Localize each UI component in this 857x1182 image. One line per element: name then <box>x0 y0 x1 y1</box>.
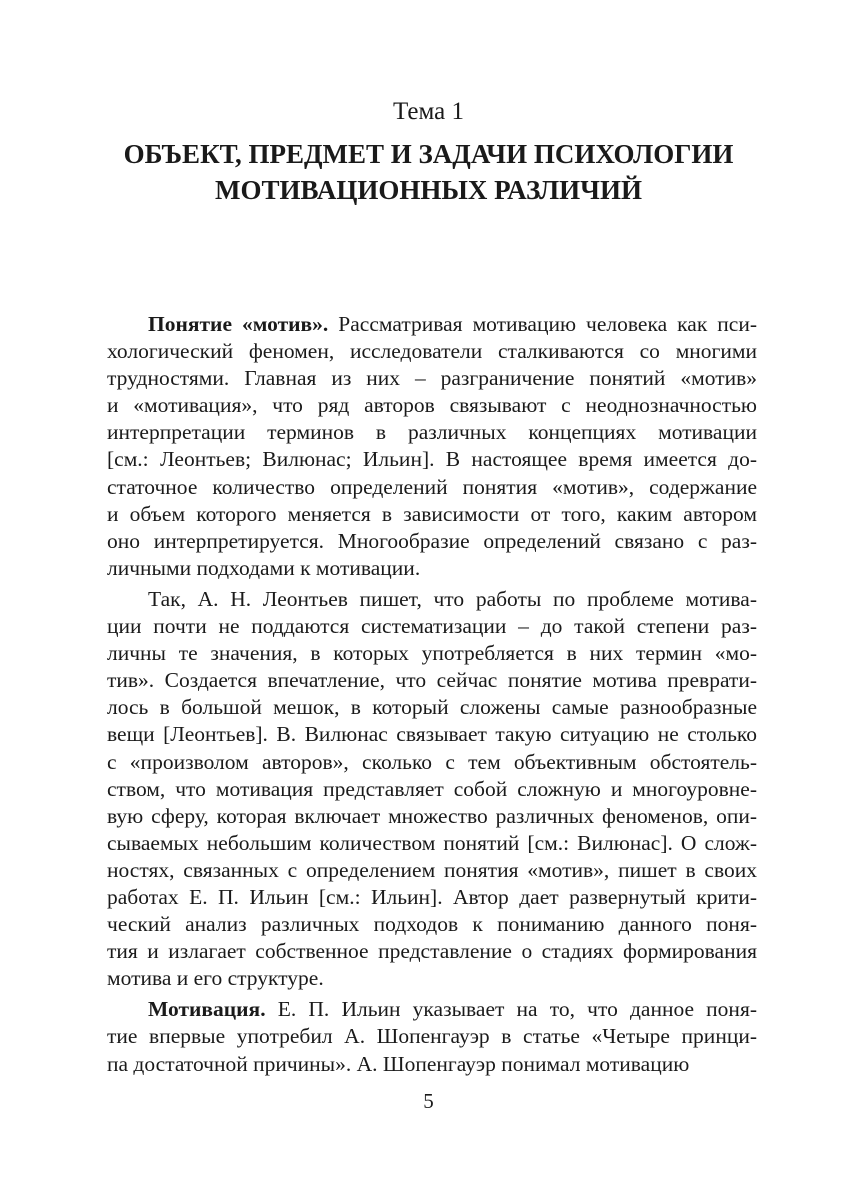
paragraph <box>107 586 757 992</box>
text-line-content: тия и излагает собственное представление о стадиях формирования <box>107 939 757 964</box>
text-line <box>107 419 757 446</box>
text-line <box>107 338 757 365</box>
text-line-content: с «произволом авторов», сколько с тем объективным обстоятель- <box>107 749 757 774</box>
text-line <box>107 501 757 528</box>
chapter-title <box>0 136 857 208</box>
text-line <box>107 528 757 555</box>
text-line-content: Так, А. Н. Леонтьев пишет, что работы по проблеме мотива- <box>148 586 757 611</box>
text-line <box>107 613 757 640</box>
text-line <box>107 803 757 830</box>
text-line <box>107 365 757 392</box>
text-line <box>107 1051 757 1078</box>
text-line-content: статочное количество определений понятия «мотив», содержание <box>107 474 757 499</box>
text-line-content: па достаточной причины». А. Шопенгауэр понимал мотивацию <box>107 1051 690 1076</box>
text-line-content: хологический феномен, исследователи сталкиваются со многими <box>107 339 757 364</box>
text-line-content: лось в большой мешок, в который сложены самые разнообразные <box>107 695 757 720</box>
text-line <box>107 694 757 721</box>
text-line-content: ностях, связанных с определением понятия «мотив», пишет в своих <box>107 857 757 882</box>
text-line <box>107 996 757 1023</box>
text-line <box>107 392 757 419</box>
text-line-content: вещи [Леонтьев]. В. Вилюнас связывает такую ситуацию не столько <box>107 722 757 747</box>
text-line-content: ством, что мотивация представляет собой сложную и многоуровне- <box>107 776 757 801</box>
chapter-title-line: ОБЪЕКТ, ПРЕДМЕТ И ЗАДАЧИ ПСИХОЛОГИИ <box>123 139 734 169</box>
text-line-content: сываемых небольшим количеством понятий [см.: Вилюнас]. О слож- <box>107 830 757 855</box>
text-line <box>107 965 757 992</box>
text-line-content: ческий анализ различных подходов к пониманию данного поня- <box>107 912 757 937</box>
text-line <box>107 1023 757 1050</box>
paragraph <box>107 996 757 1077</box>
text-line-content: личны те значения, в которых употребляется в них термин «мо- <box>107 641 757 666</box>
text-line-content: тив». Создается впечатление, что сейчас понятие мотива преврати- <box>107 668 757 693</box>
text-line <box>107 721 757 748</box>
topic-label: Тема 1 <box>393 98 464 125</box>
page-number: 5 <box>423 1089 434 1113</box>
text-line-content: [см.: Леонтьев; Вилюнас; Ильин]. В настоящее время имеется до- <box>107 447 757 472</box>
paragraph-lead: Понятие «мотив». <box>148 312 329 336</box>
text-line-content: тие впервые употребил А. Шопенгауэр в статье «Четыре принци- <box>107 1024 757 1049</box>
paragraph <box>107 311 757 582</box>
text-line <box>107 830 757 857</box>
text-line <box>107 776 757 803</box>
text-line <box>107 586 757 613</box>
text-line-content: личными подходами к мотивации. <box>107 555 421 580</box>
text-line <box>107 884 757 911</box>
text-line <box>107 311 757 338</box>
text-line <box>107 667 757 694</box>
text-line-content: мотива и его структуре. <box>107 966 324 991</box>
text-line <box>107 911 757 938</box>
text-line <box>107 640 757 667</box>
text-line <box>107 749 757 776</box>
text-line <box>107 857 757 884</box>
text-line <box>107 446 757 473</box>
text-line-content: оно интерпретируется. Многообразие определений связано с раз- <box>107 528 757 553</box>
text-line-content: интерпретации терминов в различных концепциях мотивации <box>107 420 757 445</box>
text-line-content: работах Е. П. Ильин [см.: Ильин]. Автор дает развернутый крити- <box>107 884 757 909</box>
body-text <box>107 311 757 1078</box>
text-line-content: и объем которого меняется в зависимости от того, каким автором <box>107 501 757 526</box>
text-line-content: ции почти не поддаются систематизации – до такой степени раз- <box>107 614 757 639</box>
paragraph-lead: Мотивация. <box>148 997 266 1022</box>
text-line <box>107 555 757 582</box>
chapter-title-line: МОТИВАЦИОННЫХ РАЗЛИЧИЙ <box>215 175 642 205</box>
text-line <box>107 474 757 501</box>
text-line-content: и «мотивация», что ряд авторов связывают с неоднозначностью <box>107 393 757 418</box>
text-line-content: Рассматривая мотивацию человека как пси- <box>328 312 758 336</box>
text-line <box>107 938 757 965</box>
text-line-content: вую сферу, которая включает множество различных феноменов, опи- <box>107 803 757 828</box>
text-line-content: Е. П. Ильин указывает на то, что данное поня- <box>265 997 757 1022</box>
text-line-content: трудностями. Главная из них – разграничение понятий «мотив» <box>107 366 757 391</box>
